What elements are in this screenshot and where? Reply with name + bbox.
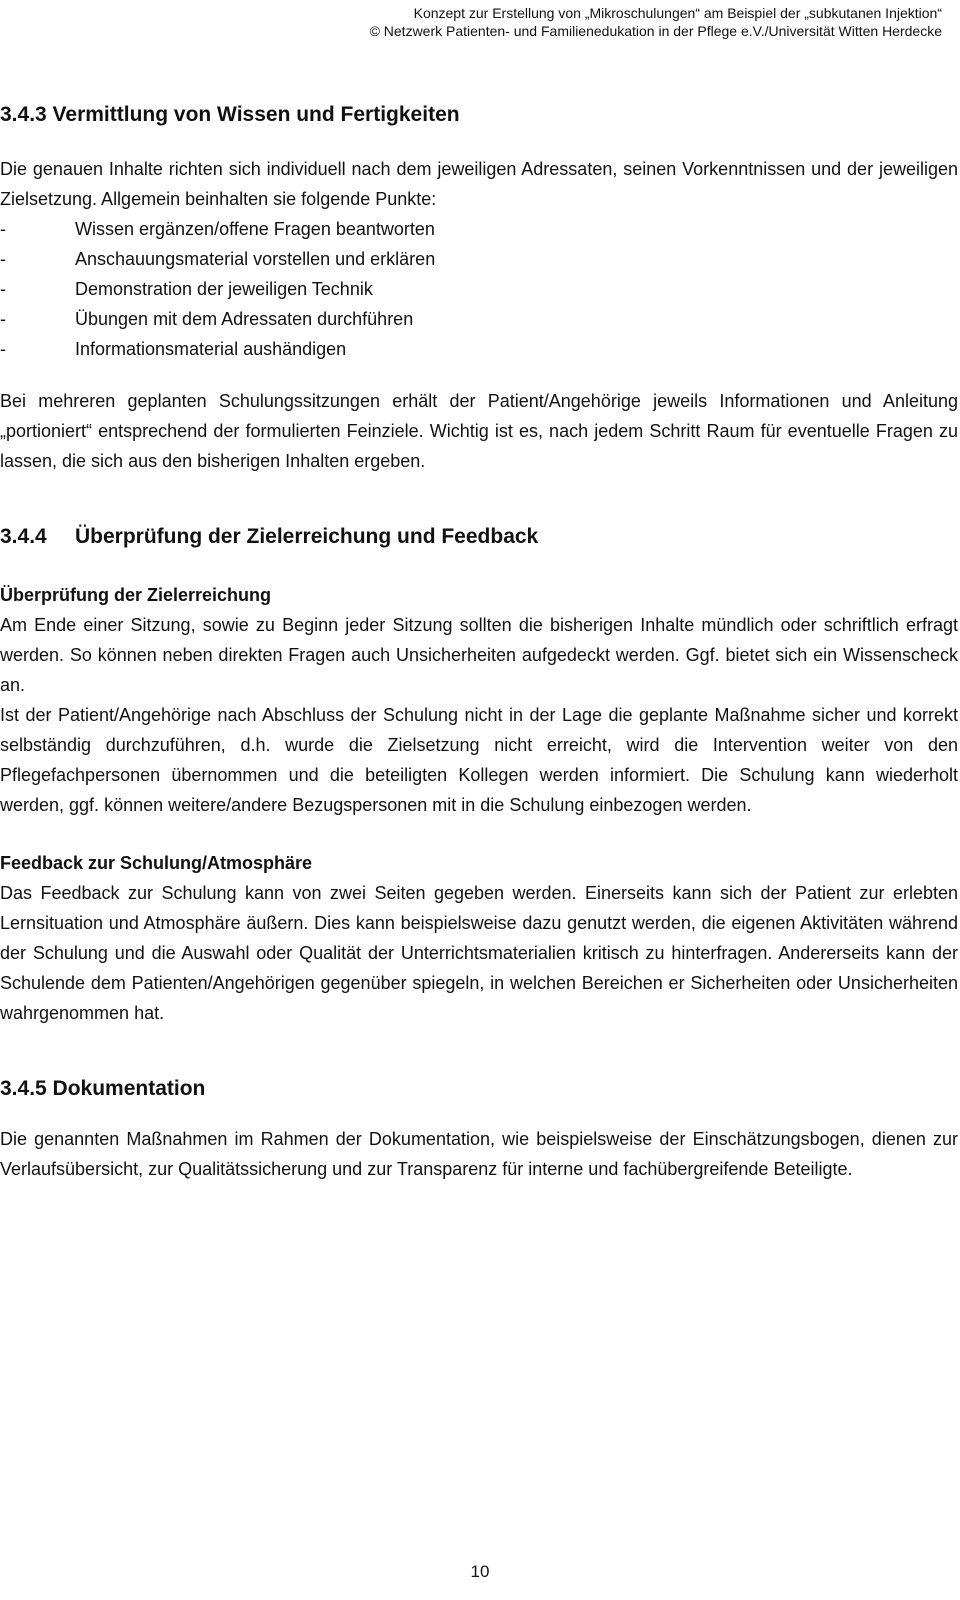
dash-marker: - bbox=[0, 279, 6, 299]
zielerreichung-paragraph-1: Am Ende einer Sitzung, sowie zu Beginn jeder Sitzung sollten die bisherigen Inhalte mündlich oder schriftlich erfragt werden. So können neben direkten Fragen auch Unsicherheiten aufgedeckt werden. Ggf. bietet sich ein Wissenscheck an. bbox=[0, 615, 958, 695]
list-item bbox=[0, 304, 958, 334]
list-item-text: Informationsmaterial aushändigen bbox=[75, 339, 347, 359]
page-header bbox=[370, 4, 942, 40]
dash-marker: - bbox=[0, 339, 6, 359]
list-item bbox=[0, 244, 958, 274]
section-3-4-3-paragraph: Bei mehreren geplanten Schulungssitzungen erhält der Patient/Angehörige jeweils Informationen und Anleitung „portioniert“ entsprechend der formulierten Feinziele. Wichtig ist es, nach jedem Schritt Raum für eventuelle Fragen zu lassen, die sich aus den bisherigen Inhalten ergeben. bbox=[0, 391, 958, 471]
list-item-text: Wissen ergänzen/offene Fragen beantworten bbox=[75, 219, 435, 239]
list-item-text: Anschauungsmaterial vorstellen und erklären bbox=[75, 249, 436, 269]
dash-marker: - bbox=[0, 249, 6, 269]
section-3-4-4-number: 3.4.4 bbox=[0, 525, 47, 548]
header-line-2: © Netzwerk Patienten- und Familienedukation in der Pflege e.V./Universität Witten Herdecke bbox=[369, 23, 942, 39]
dash-marker: - bbox=[0, 219, 6, 239]
page-number: 10 bbox=[470, 1562, 490, 1581]
header-line-1: Konzept zur Erstellung von „Mikroschulungen“ am Beispiel der „subkutanen Injektion“ bbox=[413, 5, 942, 21]
section-3-4-5-paragraph: Die genannten Maßnahmen im Rahmen der Dokumentation, wie beispielsweise der Einschätzungsbogen, dienen zur Verlaufsübersicht, zur Qualitätssicherung und zur Transparenz für interne und fachübergreifende Beteiligte. bbox=[0, 1129, 958, 1179]
section-3-4-5-title: 3.4.5 Dokumentation bbox=[0, 1077, 206, 1100]
section-3-4-4 bbox=[0, 522, 958, 1028]
subsection-title-zielerreichung: Überprüfung der Zielerreichung bbox=[0, 585, 272, 605]
dash-marker: - bbox=[0, 309, 6, 329]
feedback-paragraph: Das Feedback zur Schulung kann von zwei Seiten gegeben werden. Einerseits kann sich der Patient zur erlebten Lernsituation und Atmosphäre äußern. Dies kann beispielsweise dazu genutzt werden, die eigenen Aktivitäten während der Schulung und die Auswahl oder Qualität der Unterrichtsmaterialien kritisch zu hinterfragen. Andererseits kann der Schulende dem Patienten/Angehörigen gegenüber spiegeln, in welchen Bereichen er Sicherheiten oder Unsicherheiten wahrgenommen hat. bbox=[0, 883, 958, 1023]
list-item bbox=[0, 274, 958, 304]
list-item bbox=[0, 214, 958, 244]
document-content bbox=[0, 100, 958, 1184]
section-3-4-3-intro: Die genauen Inhalte richten sich individuell nach dem jeweiligen Adressaten, seinen Vorkenntnissen und der jeweiligen Zielsetzung. Allgemein beinhalten sie folgende Punkte: bbox=[0, 159, 958, 209]
section-3-4-4-title bbox=[0, 522, 958, 552]
list-item-text: Übungen mit dem Adressaten durchführen bbox=[75, 309, 414, 329]
section-3-4-3-title: 3.4.3 Vermittlung von Wissen und Fertigkeiten bbox=[0, 103, 460, 126]
list-item-text: Demonstration der jeweiligen Technik bbox=[75, 279, 373, 299]
document-page bbox=[0, 100, 960, 1184]
zielerreichung-paragraph-2: Ist der Patient/Angehörige nach Abschluss der Schulung nicht in der Lage die geplante Maßnahme sicher und korrekt selbständig durchzuführen, d.h. wurde die Zielsetzung nicht erreicht, wird die Intervention weiter von den Pflegefachpersonen übernommen und die beteiligten Kollegen werden informiert. Die Schulung kann wiederholt werden, ggf. können weitere/andere Bezugspersonen mit in die Schulung einbezogen werden. bbox=[0, 705, 958, 815]
section-3-4-5 bbox=[0, 1074, 958, 1184]
section-3-4-3-list bbox=[0, 214, 958, 364]
section-3-4-4-title-text: Überprüfung der Zielerreichung und Feedback bbox=[75, 525, 539, 548]
section-3-4-3 bbox=[0, 100, 958, 476]
list-item bbox=[0, 334, 958, 364]
subsection-title-feedback: Feedback zur Schulung/Atmosphäre bbox=[0, 853, 313, 873]
